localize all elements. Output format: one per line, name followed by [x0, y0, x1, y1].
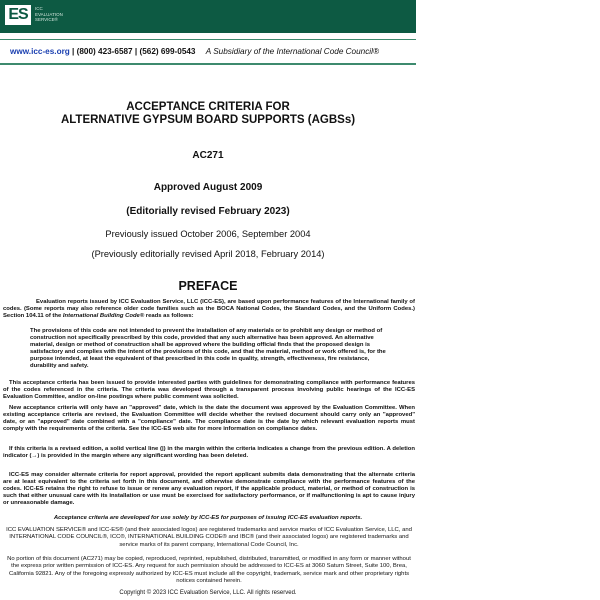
phone-1: (800) 423-6587	[76, 47, 133, 56]
usage-note: Acceptance criteria are developed for use solely by ICC-ES for purposes of issuing ICC-ES evaluation reports.	[53, 515, 363, 521]
divider	[0, 39, 416, 40]
preface-heading: PREFACE	[178, 279, 238, 293]
header-banner	[0, 0, 416, 33]
ibc-title: International Building Code®	[62, 313, 145, 319]
title-line-1: ACCEPTANCE CRITERIA FOR	[126, 101, 290, 113]
previously-issued: Previously issued October 2006, September 2004	[105, 229, 311, 239]
separator: |	[72, 47, 77, 56]
preface-paragraph	[3, 299, 415, 320]
logo-line: SERVICE®	[35, 17, 58, 22]
logo-line: EVALUATION	[35, 11, 63, 17]
reproduction-notice: No portion of this document (AC271) may be copied, reproduced, reprinted, republished, distributed, transmitted, or modified in any form or manner without the express prior written permission of ICC-ES. Any request for such permission should be addressed to ICC-ES at 3060 Saturn Street, Suite 100, Brea, California 92821. Any of the foregoing expressly authorized by ICC-ES must include all the copyright, trademark, service mark and other proprietary rights notices contained herein.	[7, 556, 411, 584]
separator: |	[134, 47, 140, 56]
logo-text	[35, 6, 63, 23]
phone-2: (562) 699-0543	[139, 47, 196, 56]
approved-date: Approved August 2009	[153, 182, 263, 193]
previously-revised: (Previously editorially revised April 2018, February 2014)	[91, 249, 325, 259]
title-line-2: ALTERNATIVE GYPSUM BOARD SUPPORTS (AGBSs)	[60, 114, 356, 126]
preface-paragraph: This acceptance criteria has been issued to provide interested parties with guidelines for demonstrating compliance with performance features of the codes referenced in the criteria. The criteria was developed through a transparent process involving public hearings of the ICC-ES Evaluation Committee, and/or on-line postings where public comment was solicited.	[3, 380, 415, 400]
criteria-code: AC271	[192, 150, 224, 161]
code-quote: The provisions of this code are not intended to prevent the installation of any materials or to prohibit any design or method of construction not specifically prescribed by this code, provided that any such alternative has been approved. An alternative material, design or method of construction shall be approved where the building official finds that the proposed design is satisfactory and complies with the intent of the provisions of this code, and that the material, method or work offered is, for the purpose intended, at least the equivalent of that prescribed in this code in quality, strength, effectiveness, fire resistance, durability and safety.	[30, 328, 386, 369]
text: Evaluation reports issued by ICC Evaluation Service, LLC (ICC-ES), are based upon performance features of the International family of codes. (Some reports may also reference older code families such as the BOCA National Codes, the Standard Codes, and the Uniform Codes.) Section 104.11 of the	[3, 299, 415, 319]
divider	[0, 63, 416, 65]
logo-line: ICC	[35, 6, 43, 11]
preface-paragraph: ICC-ES may consider alternate criteria for report approval, provided the report applicant submits data demonstrating that the alternate criteria are at least equivalent to the criteria set forth in this document, and otherwise demonstrate compliance with the performance features of the codes. ICC-ES retains the right to refuse to issue or renew any evaluation report, if the applicable product, material, or method of construction is such that either unusual care with its installation or use must be exercised for satisfactory performance, or if malfunctioning is apt to cause injury or unreasonable damage.	[3, 472, 415, 506]
preface-paragraph: New acceptance criteria will only have an "approved" date, which is the date the document was approved by the Evaluation Committee. When existing acceptance criteria are revised, the Evaluation Committee will decide whether the revised document should carry only an "approved" date, or an "approved" date combined with a "compliance" date. The compliance date is the date by which relevant evaluation reports must comply with the requirements of the criteria. See the ICC-ES web site for more information on compliance dates.	[3, 405, 415, 432]
contact-line	[10, 47, 379, 56]
website-link[interactable]: www.icc-es.org	[10, 47, 70, 56]
trademark-notice: ICC EVALUATION SERVICE® and ICC-ES® (and their associated logos) are registered trademarks and service marks of ICC Evaluation Service, LLC, and INTERNATIONAL CODE COUNCIL®, ICC®, INTERNATIONAL BUILDING CODE® and IBC® (and their associated logos) are registered trademarks and service marks of its parent company, International Code Council, Inc.	[6, 527, 412, 548]
copyright: Copyright © 2023 ICC Evaluation Service, LLC. All rights reserved.	[119, 590, 297, 596]
subsidiary-text: A Subsidiary of the International Code Council®	[205, 47, 379, 56]
preface-paragraph: If this criteria is a revised edition, a solid vertical line (|) in the margin within the criteria indicates a change from the previous edition. A deletion indicator (→) is provided in the margin where any significant wording has been deleted.	[3, 446, 415, 459]
text: reads as follows:	[144, 313, 194, 319]
icc-es-logo: ES	[5, 5, 31, 25]
revised-date: (Editorially revised February 2023)	[126, 206, 290, 217]
